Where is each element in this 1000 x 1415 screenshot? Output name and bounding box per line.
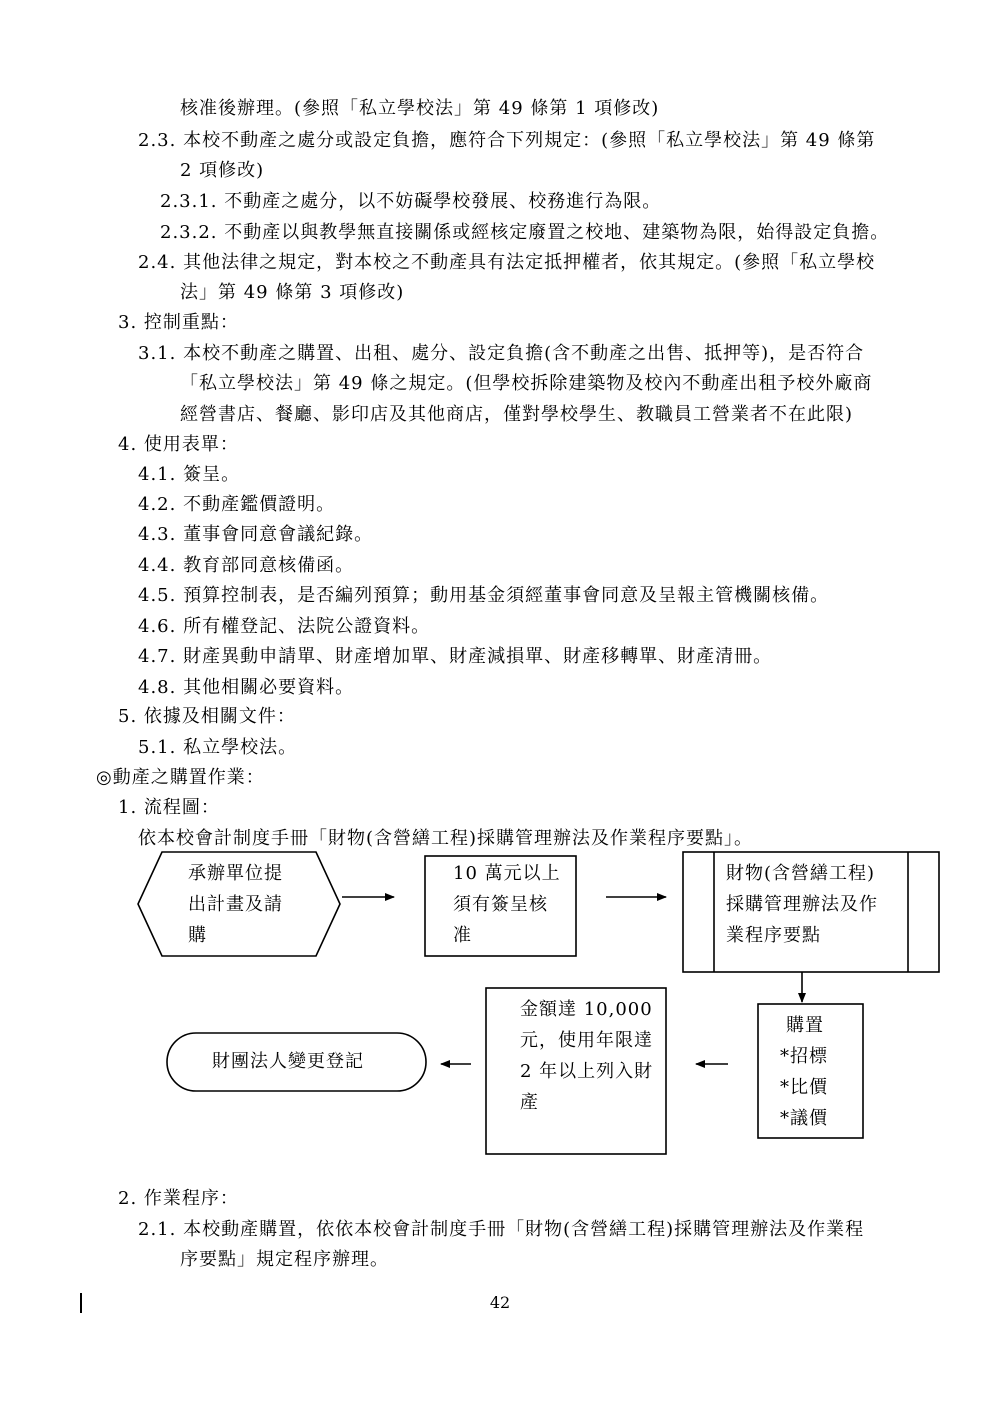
section-heading: 2. 作業程序： — [118, 1188, 239, 1209]
text-line: 2.4. 其他法律之規定，對本校之不動產具有法定抵押權者，依其規定。(參照「私立學校 — [138, 252, 876, 273]
list-item: 4.5. 預算控制表，是否編列預算；動用基金須經董事會同意及呈報主管機關核備。 — [138, 585, 830, 606]
register-terminal-label: 財團法人變更登記 — [212, 1051, 364, 1072]
text-line: 2.3.2. 不動產以與教學無直接關係或經核定廢置之校地、建築物為限，始得設定負擔。 — [160, 222, 890, 243]
section-heading: 5. 依據及相關文件： — [118, 706, 296, 727]
start-hexagon-label: 承辦單位提 出計畫及請 購 — [188, 863, 283, 946]
text-line: 2.3.1. 不動產之處分，以不妨礙學校發展、校務進行為限。 — [160, 191, 662, 212]
text-line: 2.3. 本校不動產之處分或設定負擔，應符合下列規定：(參照「私立學校法」第 49 條第 — [138, 130, 876, 151]
text-line: 法」第 49 條第 3 項修改) — [180, 282, 405, 303]
text-line: 序要點」規定程序辦理。 — [180, 1249, 389, 1270]
purchase-box-label: 購置 *招標 *比價 *議價 — [780, 1015, 828, 1129]
list-item: 4.2. 不動產鑑價證明。 — [138, 494, 336, 515]
procedure-box-label: 財物(含營繕工程) 採購管理辦法及作 業程序要點 — [726, 863, 878, 946]
list-item: 4.8. 其他相關必要資料。 — [138, 677, 355, 698]
text-line: 2.1. 本校動產購置，依依本校會計制度手冊「財物(含營繕工程)採購管理辦法及作業程 — [138, 1219, 865, 1240]
list-item: 4.7. 財產異動申請單、財產增加單、財產減損單、財產移轉單、財產清冊。 — [138, 646, 773, 667]
section-heading: 1. 流程圖： — [118, 797, 220, 818]
text-line: 2 項修改) — [180, 160, 265, 181]
chapter-heading: ◎動產之購置作業： — [96, 767, 265, 788]
list-item: 4.6. 所有權登記、法院公證資料。 — [138, 616, 431, 637]
list-item: 4.1. 簽呈。 — [138, 464, 241, 485]
list-item: 4.4. 教育部同意核備函。 — [138, 555, 355, 576]
text-line: 核准後辦理。(參照「私立學校法」第 49 條第 1 項修改) — [180, 98, 660, 119]
text-line: 「私立學校法」第 49 條之規定。(但學校拆除建築物及校內不動產出租予校外廠商 — [180, 373, 873, 394]
list-item: 5.1. 私立學校法。 — [138, 737, 298, 758]
page-number: 42 — [489, 1293, 511, 1312]
text-line: 3.1. 本校不動產之購置、出租、處分、設定負擔(含不動產之出售、抵押等)，是否符合 — [138, 343, 865, 364]
asset-box-label: 金額達 10,000 元，使用年限達 2 年以上列入財 產 — [520, 999, 654, 1113]
section-heading: 4. 使用表單： — [118, 434, 239, 455]
approve-box-label: 10 萬元以上 須有簽呈核 准 — [453, 863, 561, 946]
text-line: 依本校會計制度手冊「財物(含營繕工程)採購管理辦法及作業程序要點」。 — [138, 828, 754, 849]
section-heading: 3. 控制重點： — [118, 312, 239, 333]
list-item: 4.3. 董事會同意會議紀錄。 — [138, 524, 374, 545]
text-line: 經營書店、餐廳、影印店及其他商店，僅對學校學生、教職員工營業者不在此限) — [180, 404, 854, 425]
